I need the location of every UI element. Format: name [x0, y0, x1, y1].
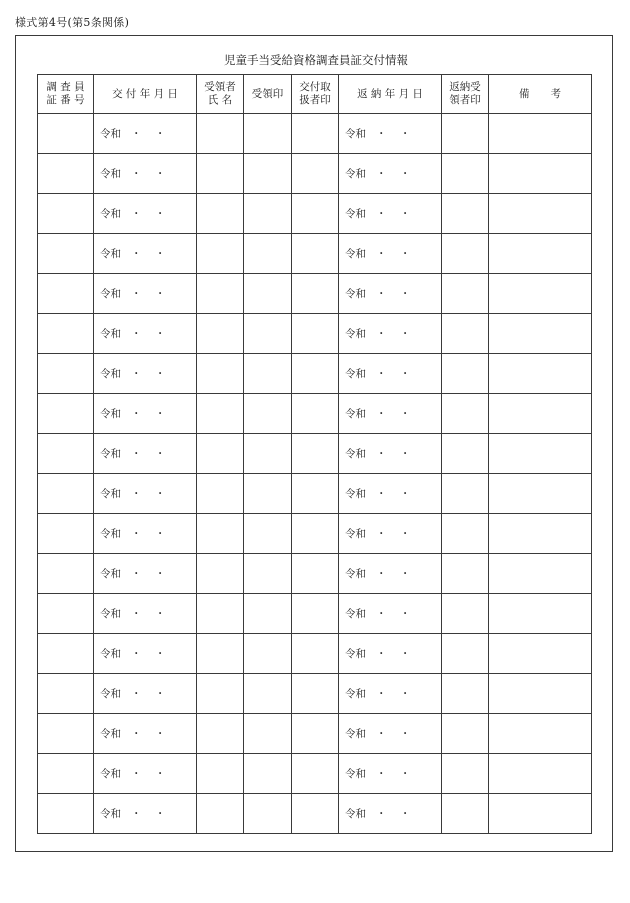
recipient-name-cell[interactable]: [197, 474, 244, 514]
receipt-seal-cell[interactable]: [244, 474, 292, 514]
issue-date-cell[interactable]: [94, 314, 197, 354]
return-date-cell[interactable]: [339, 314, 442, 354]
investigator-id-cell[interactable]: [38, 554, 94, 594]
era-label: 令和: [100, 288, 121, 300]
table-row: [38, 274, 592, 314]
table-row: [38, 394, 592, 434]
investigator-id-cell[interactable]: [38, 114, 94, 154]
return-receiver-seal-cell[interactable]: [442, 234, 489, 274]
return-receiver-seal-cell[interactable]: [442, 514, 489, 554]
table-row: [38, 594, 592, 634]
remarks-cell[interactable]: [489, 114, 592, 154]
recipient-name-cell[interactable]: [197, 114, 244, 154]
era-label: 令和: [345, 648, 366, 660]
return-receiver-seal-cell[interactable]: [442, 274, 489, 314]
date-separators: ・ ・: [376, 688, 411, 700]
return-receiver-seal-cell[interactable]: [442, 154, 489, 194]
era-label: 令和: [345, 248, 366, 260]
recipient-name-cell[interactable]: [197, 554, 244, 594]
era-label: 令和: [100, 528, 121, 540]
receipt-seal-cell[interactable]: [244, 154, 292, 194]
return-date-cell[interactable]: [339, 594, 442, 634]
issue-date-cell[interactable]: [94, 554, 197, 594]
issuer-seal-cell[interactable]: [292, 754, 339, 794]
investigator-id-cell[interactable]: [38, 314, 94, 354]
recipient-name-cell[interactable]: [197, 354, 244, 394]
issue-date-cell[interactable]: [94, 474, 197, 514]
era-label: 令和: [345, 328, 366, 340]
issuer-seal-cell[interactable]: [292, 234, 339, 274]
date-separators: ・ ・: [376, 728, 411, 740]
remarks-cell[interactable]: [489, 314, 592, 354]
era-label: 令和: [345, 208, 366, 220]
era-label: 令和: [100, 128, 121, 140]
receipt-seal-cell[interactable]: [244, 114, 292, 154]
era-label: 令和: [100, 448, 121, 460]
issuer-seal-cell[interactable]: [292, 514, 339, 554]
date-separators: ・ ・: [131, 408, 166, 420]
era-label: 令和: [100, 408, 121, 420]
date-separators: ・ ・: [376, 488, 411, 500]
recipient-name-cell[interactable]: [197, 314, 244, 354]
header-return-date-line: 返 納 年 月 日: [357, 87, 423, 100]
table-row: [38, 794, 592, 834]
recipient-name-cell[interactable]: [197, 234, 244, 274]
date-separators: ・ ・: [131, 128, 166, 140]
header-receipt-seal-line: 受領印: [251, 87, 284, 100]
investigator-id-cell[interactable]: [38, 434, 94, 474]
issuer-seal-cell[interactable]: [292, 634, 339, 674]
date-separators: ・ ・: [376, 168, 411, 180]
return-receiver-seal-cell[interactable]: [442, 434, 489, 474]
investigator-id-cell[interactable]: [38, 354, 94, 394]
return-receiver-seal-cell[interactable]: [442, 594, 489, 634]
date-separators: ・ ・: [131, 728, 166, 740]
date-separators: ・ ・: [376, 208, 411, 220]
remarks-cell[interactable]: [489, 394, 592, 434]
date-separators: ・ ・: [131, 688, 166, 700]
investigator-id-cell[interactable]: [38, 594, 94, 634]
issuer-seal-cell[interactable]: [292, 594, 339, 634]
table-row: [38, 714, 592, 754]
investigator-id-cell[interactable]: [38, 674, 94, 714]
recipient-name-cell[interactable]: [197, 514, 244, 554]
date-separators: ・ ・: [131, 648, 166, 660]
header-issuer-seal-line: 扱者印: [299, 94, 331, 106]
investigator-id-cell[interactable]: [38, 474, 94, 514]
table-row: [38, 754, 592, 794]
return-date-cell[interactable]: [339, 514, 442, 554]
return-date-cell[interactable]: [339, 794, 442, 834]
recipient-name-cell[interactable]: [197, 794, 244, 834]
return-receiver-seal-cell[interactable]: [442, 794, 489, 834]
investigator-id-cell[interactable]: [38, 274, 94, 314]
recipient-name-cell[interactable]: [197, 394, 244, 434]
table-row: [38, 234, 592, 274]
era-label: 令和: [345, 368, 366, 380]
table-row: [38, 514, 592, 554]
investigator-id-cell[interactable]: [38, 234, 94, 274]
remarks-cell[interactable]: [489, 554, 592, 594]
issuer-seal-cell[interactable]: [292, 794, 339, 834]
era-label: 令和: [100, 248, 121, 260]
issuer-seal-cell[interactable]: [292, 474, 339, 514]
return-receiver-seal-cell[interactable]: [442, 634, 489, 674]
date-separators: ・ ・: [376, 128, 411, 140]
date-separators: ・ ・: [376, 408, 411, 420]
date-separators: ・ ・: [131, 288, 166, 300]
investigator-id-cell[interactable]: [38, 514, 94, 554]
issuer-seal-cell[interactable]: [292, 274, 339, 314]
era-label: 令和: [345, 128, 366, 140]
issuer-seal-cell[interactable]: [292, 314, 339, 354]
return-receiver-seal-cell[interactable]: [442, 674, 489, 714]
return-date-cell[interactable]: [339, 474, 442, 514]
date-separators: ・ ・: [131, 608, 166, 620]
issue-date-cell[interactable]: [94, 114, 197, 154]
return-receiver-seal-cell[interactable]: [442, 714, 489, 754]
era-label: 令和: [100, 568, 121, 580]
remarks-cell[interactable]: [489, 754, 592, 794]
date-separators: ・ ・: [376, 328, 411, 340]
table-row: [38, 674, 592, 714]
issuer-seal-cell[interactable]: [292, 114, 339, 154]
date-separators: ・ ・: [376, 368, 411, 380]
era-label: 令和: [345, 168, 366, 180]
table-row: [38, 114, 592, 154]
date-separators: ・ ・: [131, 368, 166, 380]
date-separators: ・ ・: [376, 648, 411, 660]
header-issue-date: [94, 75, 197, 114]
issue-date-cell[interactable]: [94, 594, 197, 634]
issue-date-cell[interactable]: [94, 794, 197, 834]
table-row: [38, 634, 592, 674]
receipt-seal-cell[interactable]: [244, 514, 292, 554]
date-separators: ・ ・: [376, 768, 411, 780]
investigator-id-cell[interactable]: [38, 714, 94, 754]
date-separators: ・ ・: [131, 808, 166, 820]
remarks-cell[interactable]: [489, 474, 592, 514]
receipt-seal-cell[interactable]: [244, 634, 292, 674]
issue-date-cell[interactable]: [94, 754, 197, 794]
table-row: [38, 354, 592, 394]
return-date-cell[interactable]: [339, 434, 442, 474]
receipt-seal-cell[interactable]: [244, 714, 292, 754]
header-issue-date-line: 交 付 年 月 日: [112, 87, 178, 100]
era-label: 令和: [345, 608, 366, 620]
return-receiver-seal-cell[interactable]: [442, 554, 489, 594]
receipt-seal-cell[interactable]: [244, 434, 292, 474]
date-separators: ・ ・: [376, 808, 411, 820]
return-date-cell[interactable]: [339, 274, 442, 314]
recipient-name-cell[interactable]: [197, 194, 244, 234]
date-separators: ・ ・: [376, 608, 411, 620]
header-return-date: [339, 75, 442, 114]
header-recipient-name: [197, 75, 244, 114]
receipt-seal-cell[interactable]: [244, 314, 292, 354]
header-investigator-id: [38, 75, 94, 114]
date-separators: ・ ・: [376, 288, 411, 300]
return-receiver-seal-cell[interactable]: [442, 754, 489, 794]
issue-date-cell[interactable]: [94, 234, 197, 274]
return-receiver-seal-cell[interactable]: [442, 394, 489, 434]
issuer-seal-cell[interactable]: [292, 154, 339, 194]
date-separators: ・ ・: [131, 168, 166, 180]
return-date-cell[interactable]: [339, 114, 442, 154]
header-issuer-seal: [292, 75, 339, 114]
era-label: 令和: [345, 568, 366, 580]
receipt-seal-cell[interactable]: [244, 274, 292, 314]
issue-date-cell[interactable]: [94, 394, 197, 434]
header-investigator-id-line: 証 番 号: [46, 94, 85, 106]
return-date-cell[interactable]: [339, 234, 442, 274]
header-recipient-name-line: 受領者: [204, 81, 236, 93]
era-label: 令和: [100, 328, 121, 340]
era-label: 令和: [345, 528, 366, 540]
return-date-cell[interactable]: [339, 194, 442, 234]
recipient-name-cell[interactable]: [197, 634, 244, 674]
date-separators: ・ ・: [131, 248, 166, 260]
date-separators: ・ ・: [131, 488, 166, 500]
remarks-cell[interactable]: [489, 514, 592, 554]
recipient-name-cell[interactable]: [197, 674, 244, 714]
remarks-cell[interactable]: [489, 634, 592, 674]
era-label: 令和: [100, 168, 121, 180]
era-label: 令和: [345, 408, 366, 420]
return-date-cell[interactable]: [339, 674, 442, 714]
era-label: 令和: [100, 808, 121, 820]
date-separators: ・ ・: [131, 568, 166, 580]
header-recipient-name-line: 氏 名: [207, 94, 233, 106]
return-receiver-seal-cell[interactable]: [442, 354, 489, 394]
date-separators: ・ ・: [376, 568, 411, 580]
era-label: 令和: [100, 768, 121, 780]
issuer-seal-cell[interactable]: [292, 674, 339, 714]
header-remarks: [489, 75, 592, 114]
remarks-cell[interactable]: [489, 194, 592, 234]
era-label: 令和: [100, 368, 121, 380]
return-date-cell[interactable]: [339, 354, 442, 394]
return-receiver-seal-cell[interactable]: [442, 194, 489, 234]
receipt-seal-cell[interactable]: [244, 754, 292, 794]
remarks-cell[interactable]: [489, 794, 592, 834]
issue-date-cell[interactable]: [94, 194, 197, 234]
era-label: 令和: [345, 288, 366, 300]
header-remarks-line: 備 考: [519, 87, 561, 100]
receipt-seal-cell[interactable]: [244, 794, 292, 834]
date-separators: ・ ・: [376, 528, 411, 540]
recipient-name-cell[interactable]: [197, 594, 244, 634]
document-title: 児童手当受給資格調査員証交付情報: [224, 53, 408, 67]
table-row: [38, 194, 592, 234]
issuer-seal-cell[interactable]: [292, 394, 339, 434]
remarks-cell[interactable]: [489, 674, 592, 714]
remarks-cell[interactable]: [489, 154, 592, 194]
era-label: 令和: [345, 728, 366, 740]
remarks-cell[interactable]: [489, 274, 592, 314]
remarks-cell[interactable]: [489, 354, 592, 394]
investigator-id-cell[interactable]: [38, 194, 94, 234]
table-row: [38, 554, 592, 594]
return-receiver-seal-cell[interactable]: [442, 314, 489, 354]
remarks-cell[interactable]: [489, 714, 592, 754]
investigator-id-cell[interactable]: [38, 154, 94, 194]
table-body: [38, 114, 592, 834]
receipt-seal-cell[interactable]: [244, 194, 292, 234]
remarks-cell[interactable]: [489, 234, 592, 274]
table-row: [38, 154, 592, 194]
table-row: [38, 314, 592, 354]
table-row: [38, 434, 592, 474]
era-label: 令和: [100, 608, 121, 620]
return-date-cell[interactable]: [339, 394, 442, 434]
return-date-cell[interactable]: [339, 554, 442, 594]
header-issuer-seal-line: 交付取: [299, 81, 331, 93]
issue-date-cell[interactable]: [94, 674, 197, 714]
issue-date-cell[interactable]: [94, 154, 197, 194]
remarks-cell[interactable]: [489, 434, 592, 474]
recipient-name-cell[interactable]: [197, 154, 244, 194]
date-separators: ・ ・: [131, 448, 166, 460]
receipt-seal-cell[interactable]: [244, 394, 292, 434]
date-separators: ・ ・: [376, 448, 411, 460]
issuer-seal-cell[interactable]: [292, 434, 339, 474]
era-label: 令和: [100, 648, 121, 660]
header-return-receiver-seal: [442, 75, 489, 114]
issue-date-cell[interactable]: [94, 354, 197, 394]
remarks-cell[interactable]: [489, 594, 592, 634]
return-receiver-seal-cell[interactable]: [442, 114, 489, 154]
investigator-id-cell[interactable]: [38, 754, 94, 794]
era-label: 令和: [100, 488, 121, 500]
form-number-label: 様式第4号(第5条関係): [15, 16, 130, 29]
era-label: 令和: [100, 208, 121, 220]
recipient-name-cell[interactable]: [197, 434, 244, 474]
date-separators: ・ ・: [131, 768, 166, 780]
date-separators: ・ ・: [131, 328, 166, 340]
era-label: 令和: [345, 688, 366, 700]
receipt-seal-cell[interactable]: [244, 674, 292, 714]
era-label: 令和: [100, 688, 121, 700]
return-receiver-seal-cell[interactable]: [442, 474, 489, 514]
issue-date-cell[interactable]: [94, 434, 197, 474]
recipient-name-cell[interactable]: [197, 714, 244, 754]
issuer-seal-cell[interactable]: [292, 354, 339, 394]
issue-date-cell[interactable]: [94, 274, 197, 314]
return-date-cell[interactable]: [339, 154, 442, 194]
return-date-cell[interactable]: [339, 754, 442, 794]
issue-date-cell[interactable]: [94, 514, 197, 554]
table-header-row: [38, 75, 592, 114]
header-return-receiver-seal-line: 領者印: [449, 94, 481, 106]
issue-date-cell[interactable]: [94, 634, 197, 674]
issuer-seal-cell[interactable]: [292, 714, 339, 754]
receipt-seal-cell[interactable]: [244, 234, 292, 274]
issuer-seal-cell[interactable]: [292, 194, 339, 234]
header-investigator-id-line: 調 査 員: [46, 81, 85, 93]
issuer-seal-cell[interactable]: [292, 554, 339, 594]
date-separators: ・ ・: [376, 248, 411, 260]
investigator-id-cell[interactable]: [38, 634, 94, 674]
date-separators: ・ ・: [131, 528, 166, 540]
receipt-seal-cell[interactable]: [244, 594, 292, 634]
receipt-seal-cell[interactable]: [244, 554, 292, 594]
investigator-id-cell[interactable]: [38, 394, 94, 434]
header-return-receiver-seal-line: 返納受: [449, 81, 481, 93]
issue-date-cell[interactable]: [94, 714, 197, 754]
return-date-cell[interactable]: [339, 634, 442, 674]
era-label: 令和: [345, 808, 366, 820]
issuance-record-table: [37, 74, 592, 834]
era-label: 令和: [345, 768, 366, 780]
return-date-cell[interactable]: [339, 714, 442, 754]
table-row: [38, 474, 592, 514]
header-receipt-seal: [244, 75, 292, 114]
era-label: 令和: [100, 728, 121, 740]
era-label: 令和: [345, 448, 366, 460]
investigator-id-cell[interactable]: [38, 794, 94, 834]
recipient-name-cell[interactable]: [197, 754, 244, 794]
date-separators: ・ ・: [131, 208, 166, 220]
recipient-name-cell[interactable]: [197, 274, 244, 314]
era-label: 令和: [345, 488, 366, 500]
receipt-seal-cell[interactable]: [244, 354, 292, 394]
